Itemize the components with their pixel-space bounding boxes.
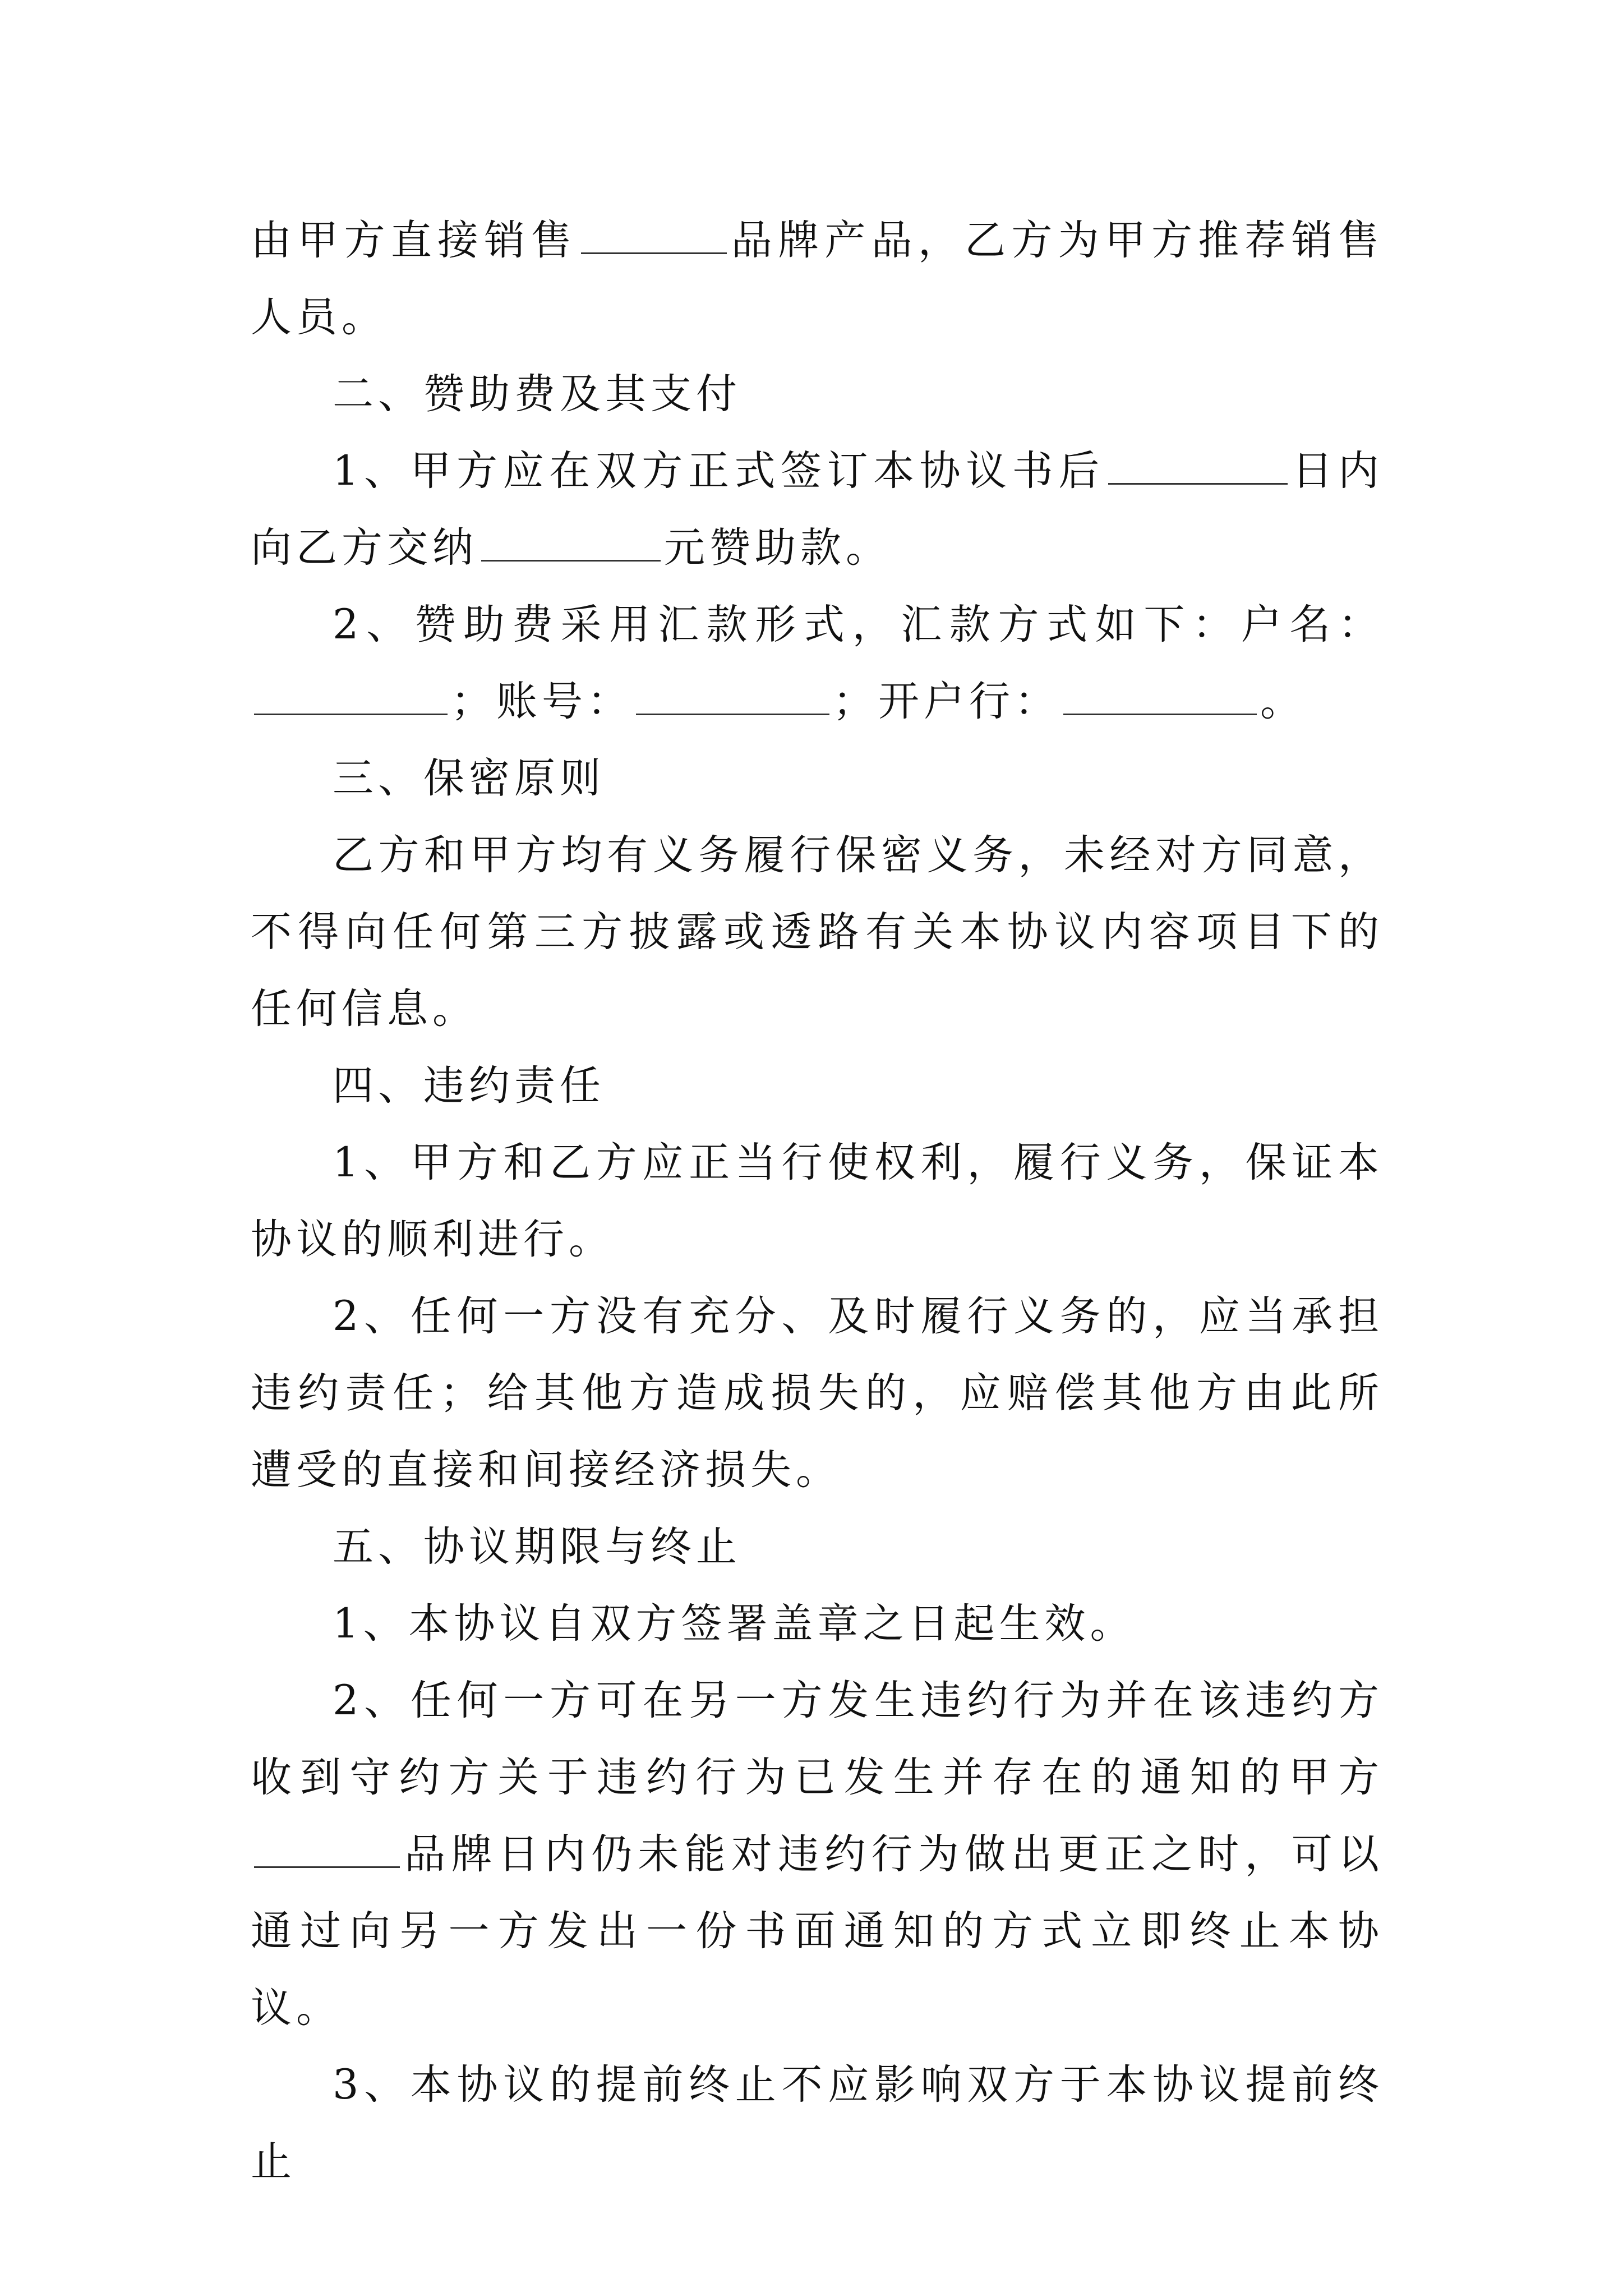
blank-account-number-field [636,677,829,715]
section-heading-sponsorship: 二、赞助费及其支付 [333,370,741,418]
blank-days-field [1108,446,1288,485]
text-segment: 日内向乙方交纳 [251,447,1384,572]
document-page [251,202,1384,2200]
section-heading-term: 五、协议期限与终止 [333,1523,741,1571]
text-segment: 品牌产品，乙方为甲方推荐销售人员。 [251,217,1384,341]
blank-brand-field [254,1829,400,1868]
text-segment: 。 [1260,678,1306,725]
paragraph-term-3: 3、本协议的提前终止不应影响双方于本协议提前终止 [251,2061,1384,2185]
paragraph-payment-deadline [251,432,1384,586]
paragraph-sales-scope [251,202,1384,356]
paragraph-confidentiality: 乙方和甲方均有义务履行保密义务，未经对方同意，不得向任何第三方披露或透路有关本协议内容项目下的任何信息。 [251,831,1384,1033]
text-segment: 由甲方直接销售 [251,217,578,264]
text-segment: ；开户行： [833,678,1060,725]
blank-amount-field [481,523,661,562]
text-segment: 2、赞助费采用汇款形式，汇款方式如下：户名： [333,601,1384,648]
blank-bank-field [1063,677,1257,715]
text-segment: ；账号： [451,678,633,725]
paragraph-term-1: 1、本协议自双方签署盖章之日起生效。 [333,1600,1136,1648]
section-heading-confidentiality: 三、保密原则 [333,754,605,802]
text-segment: 品牌日内仍未能对违约行为做出更正之时，可以通过向另一方发出一份书面通知的方式立即终止本协议。 [251,1830,1384,2032]
text-segment: 1、甲方应在双方正式签订本协议书后 [333,447,1105,495]
section-heading-liability: 四、违约责任 [333,1062,605,1110]
paragraph-liability-2: 2、任何一方没有充分、及时履行义务的，应当承担违约责任；给其他方造成损失的，应赔偿其他方由此所遭受的直接和间接经济损失。 [251,1292,1384,1494]
blank-account-name-field [254,677,448,715]
text-segment: 2、任何一方可在另一方发生违约行为并在该违约方收到守约方关于违约行为已发生并存在的通知的甲方 [251,1677,1384,1801]
paragraph-term-2 [251,1662,1384,2046]
paragraph-liability-1: 1、甲方和乙方应正当行使权利，履行义务，保证本协议的顺利进行。 [251,1139,1384,1263]
blank-brand-field [581,215,727,254]
paragraph-remittance-details [251,586,1384,740]
text-segment: 元赞助款。 [664,524,891,572]
